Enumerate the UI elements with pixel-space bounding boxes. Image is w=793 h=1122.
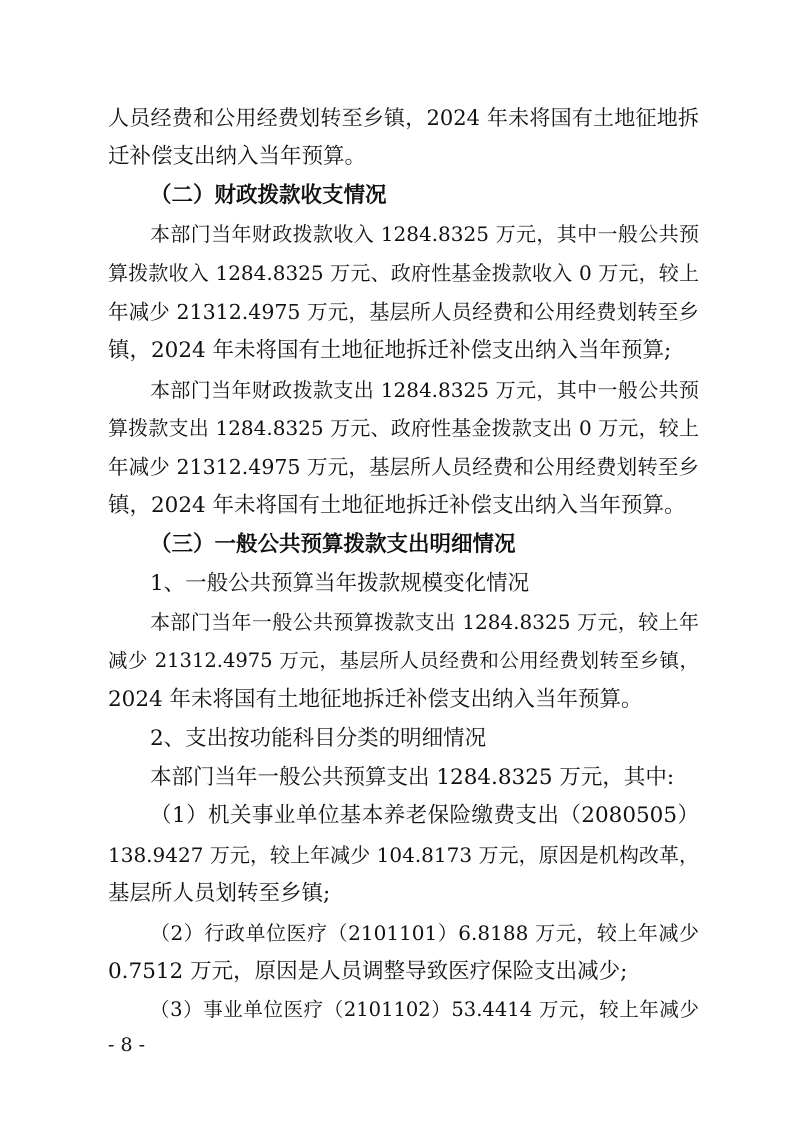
page-number: - 8 - [108,1034,146,1056]
paragraph-line: 2024 年未将国有土地征地拆迁补偿支出纳入当年预算。 [108,687,643,712]
paragraph-line: 迁补偿支出纳入当年预算。 [108,144,367,169]
paragraph-line: 镇，2024 年未将国有土地征地拆迁补偿支出纳入当年预算; [108,338,672,363]
list-item-line: （2）行政单位医疗（2101101）6.8188 万元，较上年减少 [150,921,699,945]
paragraph-line: 年减少 21312.4975 万元，基层所人员经费和公用经费划转至乡 [108,300,699,324]
paragraph-line: 算拨款收入 1284.8325 万元、政府性基金拨款收入 0 万元，较上 [108,261,699,285]
paragraph-line: 本部门当年财政拨款支出 1284.8325 万元，其中一般公共预 [150,378,699,402]
paragraph-line: 镇，2024 年未将国有土地征地拆迁补偿支出纳入当年预算。 [108,493,686,518]
paragraph-line: 减少 21312.4975 万元，基层所人员经费和公用经费划转至乡镇， [108,649,699,672]
list-item-line: （3）事业单位医疗（2101102）53.4414 万元，较上年减少 [150,998,699,1021]
list-item-line: 138.9427 万元，较上年减少 104.8173 万元，原因是机构改革， [108,843,699,867]
paragraph-line: 算拨款支出 1284.8325 万元、政府性基金拨款支出 0 万元，较上 [108,416,699,440]
list-item-line: （1）机关事业单位基本养老保险缴费支出（2080505） [150,803,699,828]
subsection-heading: 1、一般公共预算当年拨款规模变化情况 [150,571,530,596]
subsection-heading: 2、支出按功能科目分类的明细情况 [150,726,487,751]
section-heading: （二）财政拨款收支情况 [150,183,387,208]
paragraph-line: 本部门当年一般公共预算支出 1284.8325 万元，其中: [150,765,675,790]
paragraph-line: 年减少 21312.4975 万元，基层所人员经费和公用经费划转至乡 [108,455,699,479]
paragraph-line: 本部门当年财政拨款收入 1284.8325 万元，其中一般公共预 [150,222,699,246]
paragraph-line: 本部门当年一般公共预算拨款支出 1284.8325 万元，较上年 [150,610,699,634]
list-item-line: 基层所人员划转至乡镇; [108,881,331,906]
paragraph-line: 人员经费和公用经费划转至乡镇，2024 年未将国有土地征地拆 [108,106,699,130]
list-item-line: 0.7512 万元，原因是人员调整导致医疗保险支出减少; [108,959,628,984]
section-heading: （三）一般公共预算拨款支出明细情况 [150,532,516,557]
